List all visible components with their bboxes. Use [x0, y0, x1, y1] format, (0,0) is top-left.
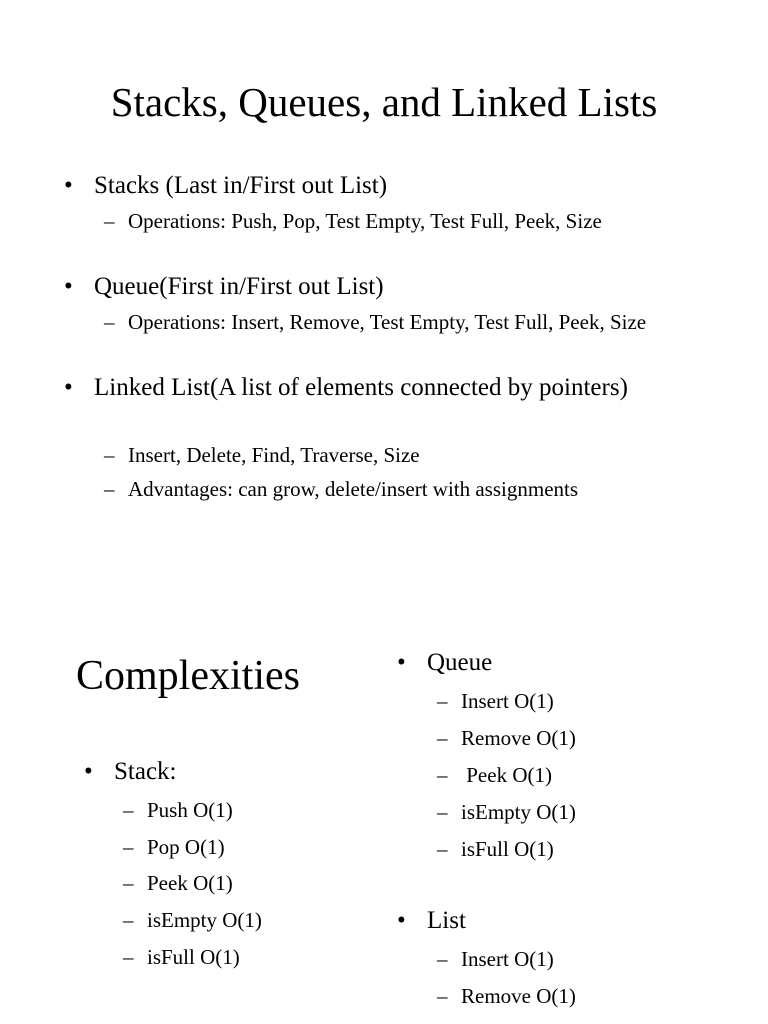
bullet-stacks: [64, 170, 704, 202]
bullet-text: Stacks (Last in/First out List): [94, 172, 388, 199]
sub-bullet-text: Operations: Push, Pop, Test Empty, Test Full, Peek, Size: [128, 209, 602, 233]
slide-complexities: [0, 540, 768, 1024]
bullet-glyph: •: [64, 172, 73, 199]
item-text: Push O(1): [147, 798, 233, 822]
dash-glyph: –: [123, 908, 134, 932]
bullet-text: Queue(First in/First out List): [94, 273, 384, 300]
item-text: Insert O(1): [461, 689, 554, 713]
queue-item: [437, 725, 737, 752]
slide-title: Complexities: [76, 653, 300, 699]
item-text: isFull O(1): [461, 837, 554, 861]
dash-glyph: –: [104, 477, 115, 501]
dash-glyph: –: [123, 871, 134, 895]
item-text: Insert O(1): [461, 947, 554, 971]
bullet-glyph: •: [84, 758, 93, 785]
dash-glyph: –: [104, 310, 115, 334]
dash-glyph: –: [437, 947, 448, 971]
sub-bullet-queue-operations: [104, 309, 704, 336]
queue-item: [437, 688, 737, 715]
item-text: Peek O(1): [147, 871, 233, 895]
dash-glyph: –: [123, 798, 134, 822]
queue-item: [437, 836, 737, 863]
item-text: Remove O(1): [461, 726, 576, 750]
dash-glyph: –: [123, 835, 134, 859]
bullet-text: List: [427, 907, 466, 934]
queue-item: [437, 762, 737, 789]
bullet-glyph: •: [64, 273, 73, 300]
stack-item: [123, 907, 363, 934]
item-text: Pop O(1): [147, 835, 225, 859]
item-text: Peek O(1): [461, 763, 552, 787]
bullet-glyph: •: [397, 649, 406, 676]
dash-glyph: –: [437, 726, 448, 750]
stack-item: [123, 797, 363, 824]
dash-glyph: –: [437, 689, 448, 713]
sub-bullet-stack-operations: [104, 208, 704, 235]
dash-glyph: –: [123, 945, 134, 969]
sub-bullet-text: Operations: Insert, Remove, Test Empty, Test Full, Peek, Size: [128, 310, 647, 334]
dash-glyph: –: [104, 209, 115, 233]
dash-glyph: –: [437, 800, 448, 824]
sub-bullet-list-operations: [104, 442, 704, 469]
bullet-queue: [397, 647, 737, 679]
item-text: isEmpty O(1): [461, 800, 576, 824]
sub-bullet-text: Advantages: can grow, delete/insert with assignments: [128, 477, 579, 501]
sub-bullet-text: Insert, Delete, Find, Traverse, Size: [128, 443, 420, 467]
bullet-linked-list: [64, 372, 704, 404]
item-text: isFull O(1): [147, 945, 240, 969]
bullet-glyph: •: [64, 374, 73, 401]
dash-glyph: –: [437, 763, 448, 787]
dash-glyph: –: [437, 984, 448, 1008]
bullet-list: [397, 905, 737, 937]
bullet-glyph: •: [397, 907, 406, 934]
sub-bullet-list-advantages: [104, 476, 704, 503]
bullet-stack: [84, 756, 364, 788]
list-item: [437, 983, 737, 1010]
queue-item: [437, 799, 737, 826]
stack-item: [123, 944, 363, 971]
item-text: Remove O(1): [461, 984, 576, 1008]
bullet-queue: [64, 271, 704, 303]
slide-title: Stacks, Queues, and Linked Lists: [110, 79, 658, 125]
stack-item: [123, 834, 363, 861]
list-item: [437, 946, 737, 973]
bullet-text: Stack:: [114, 758, 177, 785]
dash-glyph: –: [104, 443, 115, 467]
bullet-text: Linked List(A list of elements connected by pointers): [94, 374, 628, 401]
bullet-text: Queue: [427, 649, 493, 676]
stack-item: [123, 870, 363, 897]
item-text: isEmpty O(1): [147, 908, 262, 932]
dash-glyph: –: [437, 837, 448, 861]
